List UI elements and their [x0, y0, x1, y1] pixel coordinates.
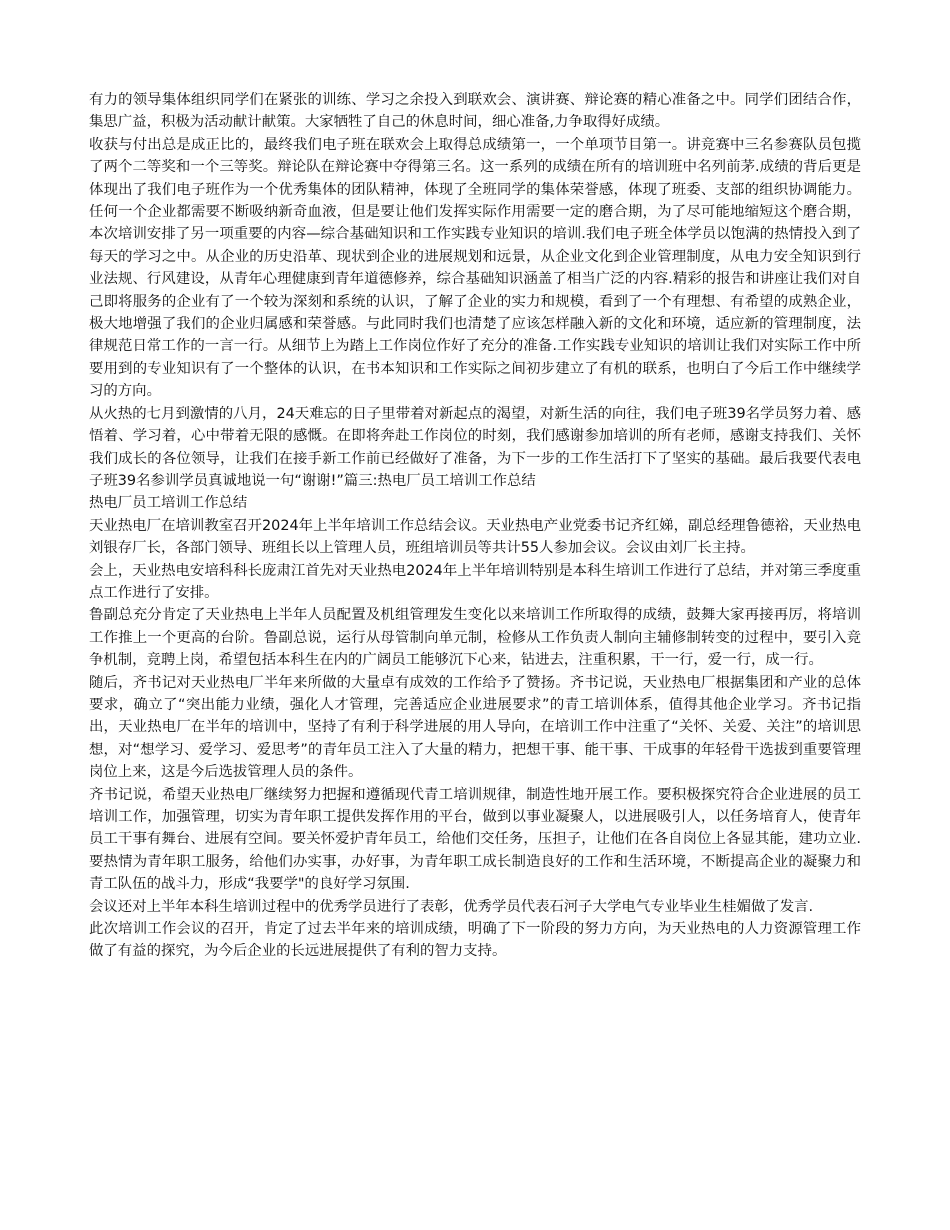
paragraph-meeting-summary: 会上，天业热电安培科科长庞肃江首先对天业热电2024年上半年培训特别是本科生培训工作进行了总结，并对第三季度重点工作进行了安排。 [89, 562, 861, 601]
document-page [89, 89, 861, 963]
paragraph-secretary-praise: 随后，齐书记对天业热电厂半年来所做的大量卓有成效的工作给予了赞扬。齐书记说，天业热电厂根据集团和产业的总体要求，确立了“突出能力业绩，强化人才管理，完善适应企业进展要求”的青工培训体系，值得其他企业学习。齐书记指出，天业热电厂在半年的培训中，坚持了有利于科学进展的用人导向，在培训工作中注重了“关怀、关爱、关注”的培训思想，对“想学习、爱学习、爱思考”的青年员工注入了大量的精力，把想干事、能干事、干成事的年轻骨干选拔到重要管理岗位上来，这是今后选拔管理人员的条件。 [89, 674, 861, 781]
paragraph-event-preparation: 有力的领导集体组织同学们在紧张的训练、学习之余投入到联欢会、演讲赛、辩论赛的精心准备之中。同学们团结合作，集思广益，积极为活动献计献策。大家牺牲了自己的休息时间，细心准备,力争取得好成绩。 [89, 92, 861, 131]
section-heading: 热电厂员工培训工作总结 [89, 495, 248, 512]
paragraph-results-and-training: 收获与付出总是成正比的，最终我们电子班在联欢会上取得总成绩第一，一个单项节目第一。讲竞赛中三名参赛队员包揽了两个二等奖和一个三等奖。辩论队在辩论赛中夺得第三名。这一系列的成绩在所有的培训班中名列前茅.成绩的背后更是体现出了我们电子班作为一个优秀集体的团队精神，体现了全班同学的集体荣誉感，体现了班委、支部的组织协调能力。任何一个企业都需要不断吸纳新奇血液，但是要让他们发挥实际作用需要一定的磨合期，为了尽可能地缩短这个磨合期，本次培训安排了另一项重要的内容—综合基础知识和工作实践专业知识的培训.我们电子班全体学员以饱满的热情投入到了每天的学习之中。从企业的历史沿革、现状到企业的进展规划和远景，从企业文化到企业管理制度，从电力安全知识到行业法规、行风建设，从青年心理健康到青年道德修养，综合基础知识涵盖了相当广泛的内容.精彩的报告和讲座让我们对自己即将服务的企业有了一个较为深刻和系统的认识，了解了企业的实力和规模，看到了一个有理想、有希望的成熟企业，极大地增强了我们的企业归属感和荣誉感。与此同时我们也清楚了应该怎样融入新的文化和环境，适应新的管理制度，法律规范日常工作的一言一行。从细节上为踏上工作岗位作好了充分的准备.工作实践专业知识的培训让我们对实际工作中所要用到的专业知识有了一个整体的认识，在书本知识和工作实际之间初步建立了有机的联系，也明白了今后工作中继续学习的方向。 [89, 136, 861, 400]
paragraph-deputy-manager-remarks: 鲁副总充分肯定了天业热电上半年人员配置及机组管理发生变化以来培训工作所取得的成绩，鼓舞大家再接再厉，将培训工作推上一个更高的台阶。鲁副总说，运行从母管制向单元制，检修从工作负责人制向主辅修制转变的过程中，要引入竞争机制，竞聘上岗，希望包括本科生在内的广阔员工能够沉下心来，钻进去，注重积累，干一行，爱一行，成一行。 [89, 607, 861, 669]
paragraph-conclusion: 此次培训工作会议的召开，肯定了过去半年来的培训成绩，明确了下一阶段的努力方向，为天业热电的人力资源管理工作做了有益的探究，为今后企业的长远进展提供了有利的智力支持。 [89, 921, 861, 960]
paragraph-secretary-hopes: 齐书记说，希望天业热电厂继续努力把握和遵循现代青工培训规律，制造性地开展工作。要积极探究符合企业进展的员工培训工作，加强管理，切实为青年职工提供发挥作用的平台，做到以事业凝聚人，以进展吸引人，以任务培育人，使青年员工干事有舞台、进展有空间。要关怀爱护青年员工，给他们交任务，压担子，让他们在各自岗位上各显其能，建功立业.要热情为青年职工服务，给他们办实事，办好事，为青年职工成长制造良好的工作和生活环境，不断提高企业的凝聚力和青工队伍的战斗力，形成“我要学"的良好学习氛围. [89, 786, 861, 893]
paragraph-commendation: 会议还对上半年本科生培训过程中的优秀学员进行了表彰，优秀学员代表石河子大学电气专业毕业生桂媚做了发言. [89, 898, 814, 915]
paragraph-closing-thanks: 从火热的七月到激情的八月，24天难忘的日子里带着对新起点的渴望，对新生活的向往，我们电子班39名学员努力着、感悟着、学习着，心中带着无限的感慨。在即将奔赴工作岗位的时刻，我们感谢参加培训的所有老师，感谢支持我们、关怀我们成长的各位领导，让我们在接手新工作前已经做好了准备，为下一步的工作生活打下了坚实的基础。最后我要代表电子班39名参训学员真诚地说一句“谢谢!”篇三:热电厂员工培训工作总结 [89, 405, 861, 489]
paragraph-meeting-intro: 天业热电厂在培训教室召开2024年上半年培训工作总结会议。天业热电产业党委书记齐红娣，副总经理鲁德裕，天业热电刘银存厂长，各部门领导、班组长以上管理人员，班组培训员等共计55人参加会议。会议由刘厂长主持。 [89, 517, 861, 557]
